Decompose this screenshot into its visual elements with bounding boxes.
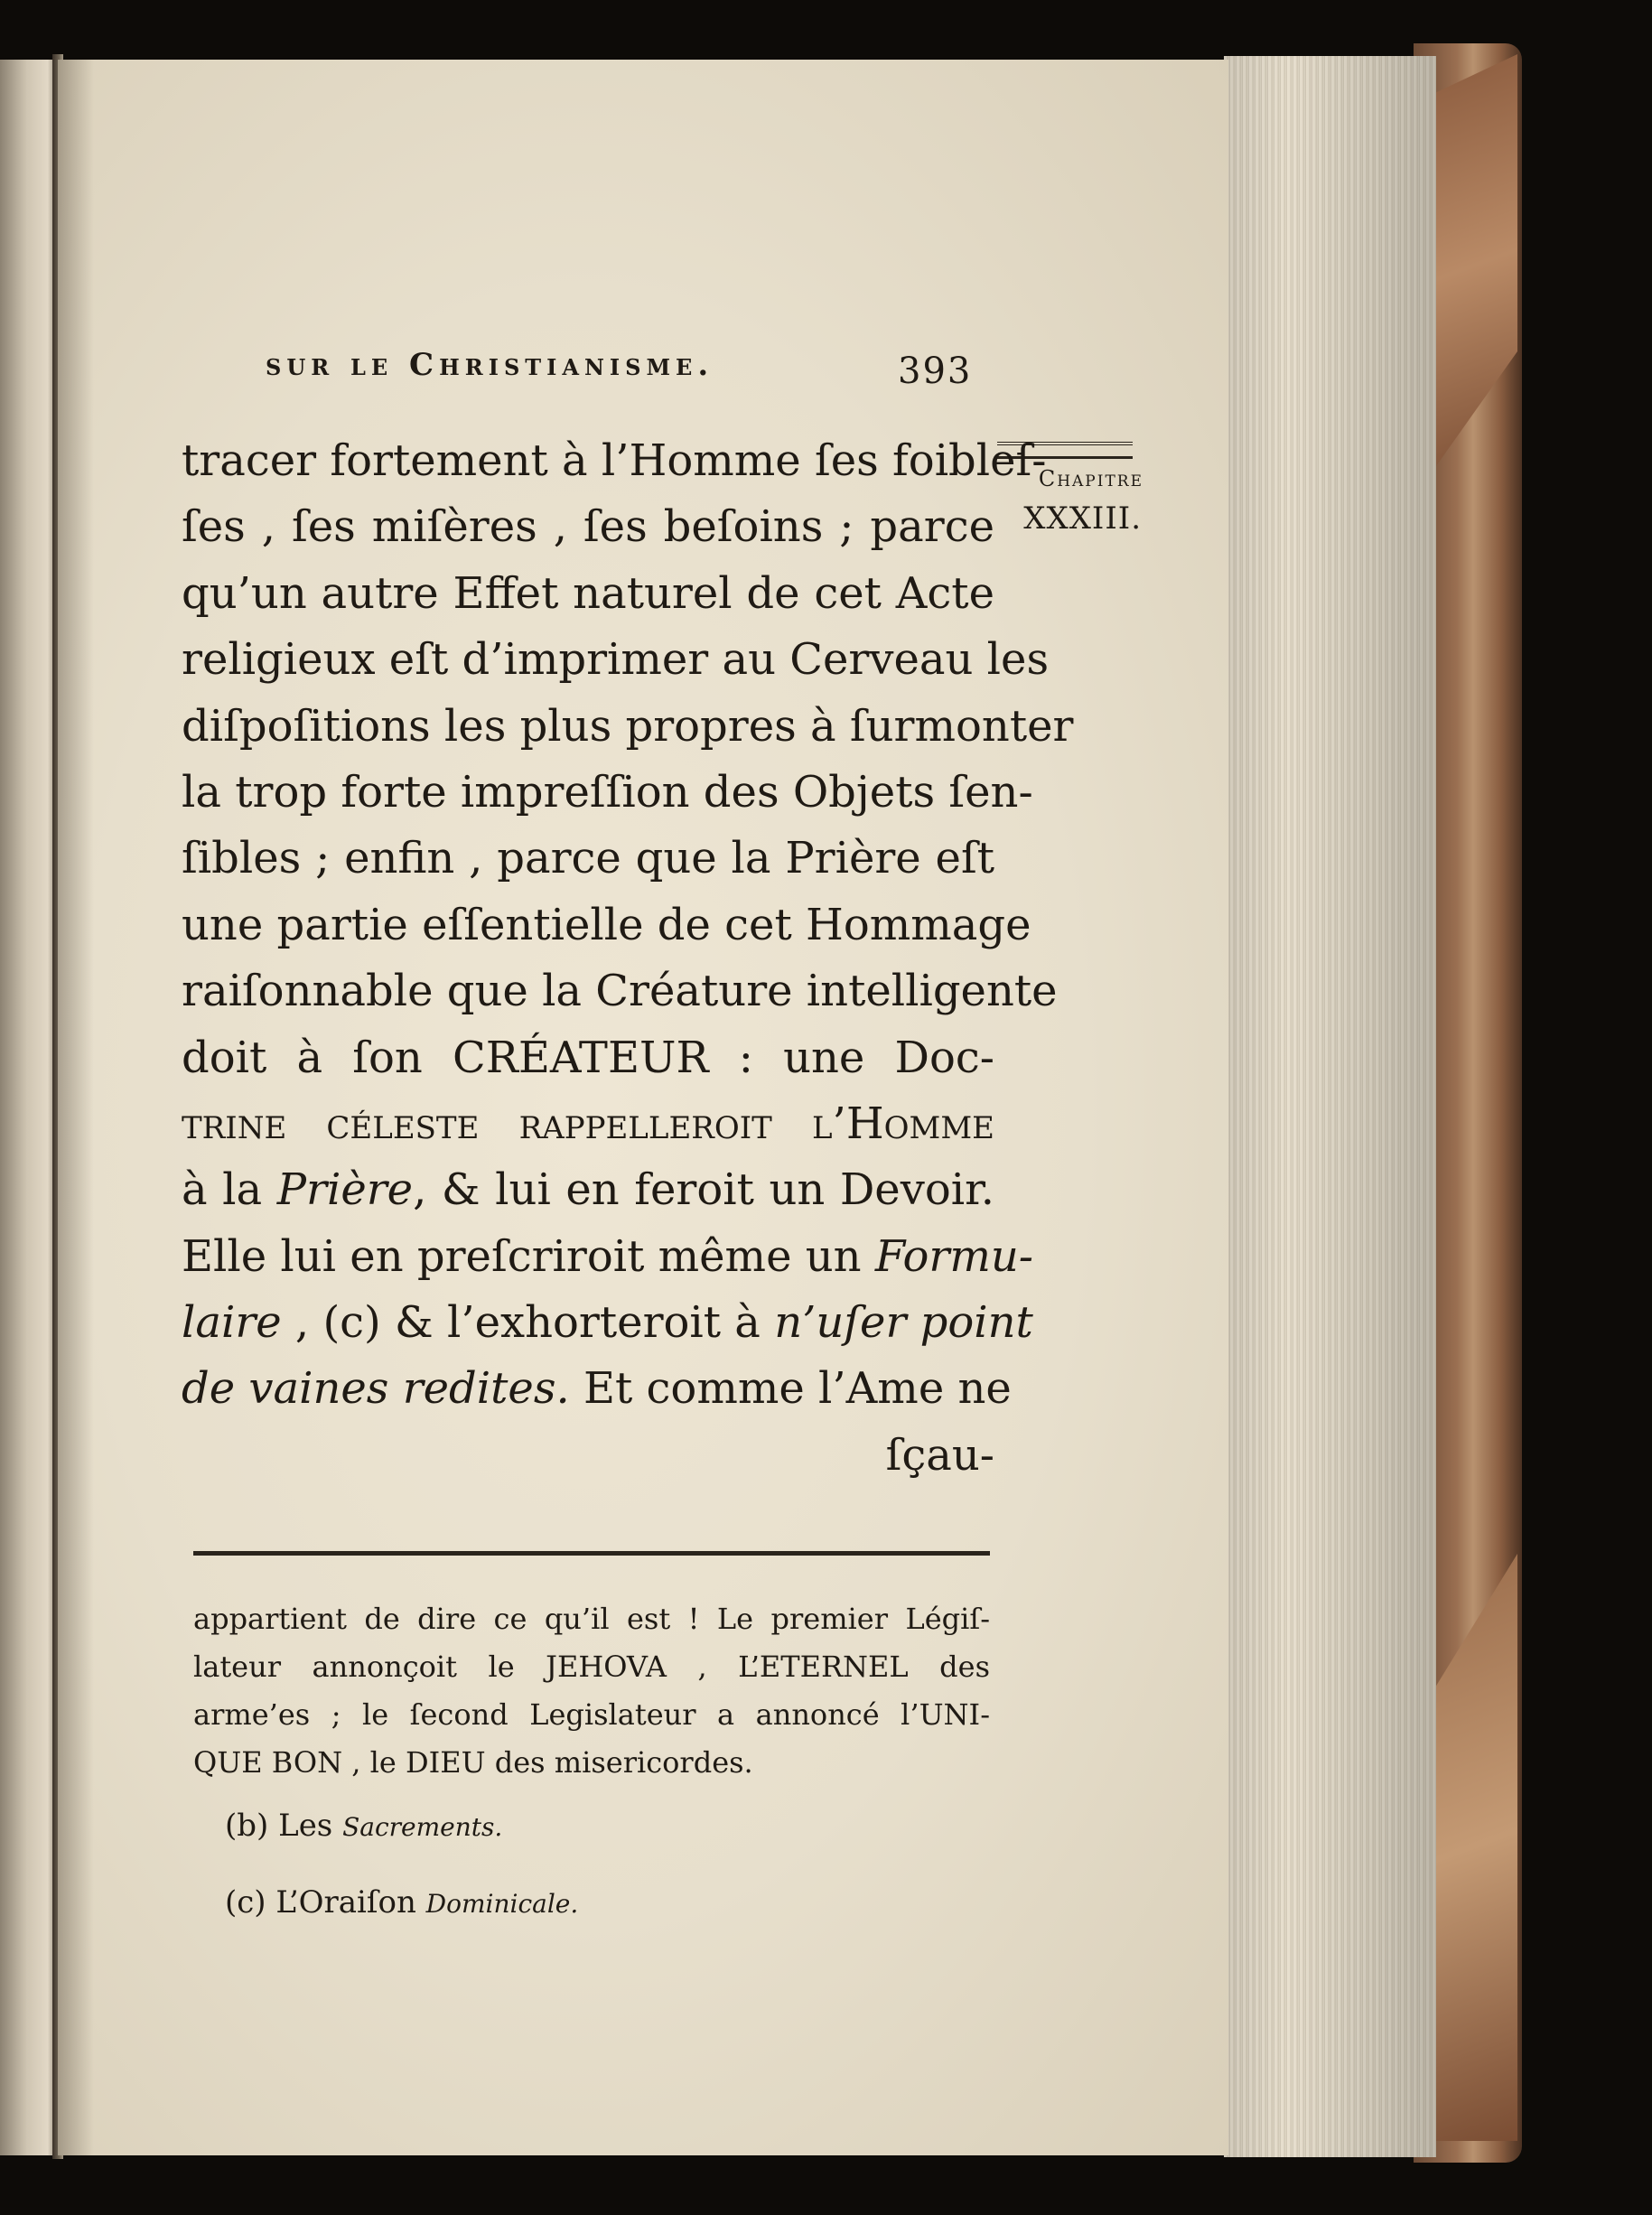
italic-phrase: n’uſer point	[774, 1297, 1033, 1349]
text-line	[182, 1356, 1012, 1422]
footnote-line: appartient de dire ce qu’il est ! Le premier Légiſ-	[193, 1602, 990, 1636]
text-fragment: , & lui en feroit un Devoir.	[413, 1164, 995, 1216]
footnote-line: QUE BON , le DIEU des misericordes.	[193, 1745, 753, 1780]
footnote-continuation	[193, 1595, 990, 1787]
text-fragment: à la	[182, 1164, 263, 1216]
text-line: qu’un autre Effet naturel de cet Acte	[182, 567, 994, 619]
footnote-c-mark: (c)	[225, 1884, 266, 1921]
footnote-c-italic: Dominicale.	[425, 1889, 579, 1919]
text-line: ſes , ſes miſères , ſes beſoins ; parce	[182, 501, 994, 553]
footnote-b-mark: (b)	[225, 1808, 269, 1844]
footnote-c-text: L’Oraiſon	[275, 1884, 416, 1921]
text-line: ſibles ; enfin , parce que la Prière eſt	[182, 833, 994, 884]
italic-word-formulaire: Formu-	[874, 1230, 1033, 1282]
margin-chapter-label: Chapitre	[1038, 466, 1143, 491]
italic-word-laire: laire	[182, 1297, 282, 1349]
text-line: doit à ſon CRÉATEUR : une Doc-	[182, 1032, 994, 1083]
footnote-b-italic: Sacrements.	[342, 1812, 503, 1842]
text-fragment: Elle lui en preſcriroit même un	[182, 1230, 862, 1282]
text-line	[182, 1290, 1033, 1356]
text-fragment: , (c) & l’exhorteroit à	[281, 1297, 775, 1349]
text-line: une partie eſſentielle de cet Hommage	[182, 899, 1031, 950]
recto-page	[58, 60, 1228, 2155]
text-line	[182, 1224, 1033, 1290]
italic-word-priere: Prière	[276, 1164, 414, 1216]
text-line: diſpoſitions les plus propres à ſurmonter	[182, 700, 1074, 752]
main-text-block	[182, 428, 1074, 1489]
text-line: tracer fortement à l’Homme ſes foibleſ-	[182, 435, 1047, 486]
text-line: religieux eſt d’imprimer au Cerveau les	[182, 634, 1050, 686]
text-fragment: Et comme l’Ame ne	[569, 1363, 1012, 1415]
footnote-line: lateur annonçoit le JEHOVA , L’ETERNEL des	[193, 1650, 990, 1684]
footnote-b-text: Les	[278, 1808, 333, 1844]
footnote-c	[225, 1884, 578, 1921]
text-line	[182, 1157, 994, 1223]
text-line: la trop forte impreſſion des Objets ſen-	[182, 766, 1033, 818]
italic-phrase: de vaines redites.	[182, 1363, 570, 1415]
catchword: ſçau-	[885, 1429, 994, 1481]
text-line: trine céleste rappelleroit l’Homme	[182, 1098, 994, 1149]
margin-chapter-number: XXXIII.	[1023, 500, 1142, 537]
footnote-line: arme’es ; le ſecond Legislateur a annoncé l’UNI-	[193, 1697, 990, 1732]
page-block-edge	[1224, 56, 1436, 2157]
running-head-title: sur le Christianisme.	[266, 347, 714, 383]
text-line: raiſonnable que la Créature intelligente	[182, 966, 1058, 1017]
page-number: 393	[898, 350, 973, 392]
footnote-rule	[193, 1551, 990, 1556]
left-page-edge	[0, 60, 60, 2155]
footnote-b	[225, 1808, 502, 1844]
